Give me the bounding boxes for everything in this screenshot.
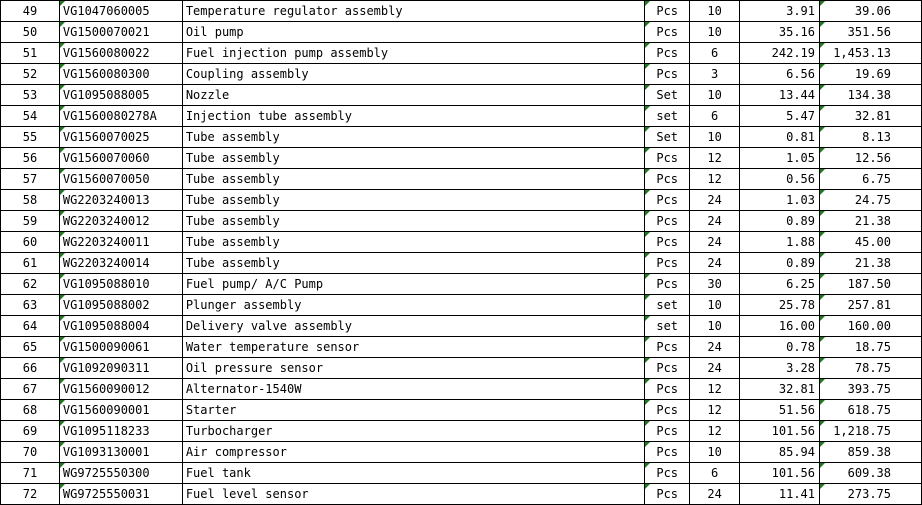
quantity-cell[interactable]: 24 xyxy=(690,484,740,505)
quantity-cell[interactable]: 24 xyxy=(690,190,740,211)
row-number-cell[interactable]: 70 xyxy=(1,442,60,463)
row-number-cell[interactable]: 52 xyxy=(1,64,60,85)
quantity-cell[interactable]: 12 xyxy=(690,400,740,421)
unit-cell[interactable]: set xyxy=(645,106,690,127)
quantity-cell[interactable]: 6 xyxy=(690,463,740,484)
description-cell[interactable]: Water temperature sensor xyxy=(182,337,644,358)
unit-cell[interactable]: Pcs xyxy=(645,400,690,421)
unit-cell[interactable]: set xyxy=(645,295,690,316)
unit-cell[interactable]: Pcs xyxy=(645,337,690,358)
row-number-cell[interactable]: 72 xyxy=(1,484,60,505)
description-cell[interactable]: Fuel tank xyxy=(182,463,644,484)
part-code-cell[interactable]: VG1560070060 xyxy=(59,148,182,169)
description-cell[interactable]: Fuel injection pump assembly xyxy=(182,43,644,64)
quantity-cell[interactable]: 12 xyxy=(690,169,740,190)
amount-cell[interactable]: 45.00 xyxy=(820,232,922,253)
row-number-cell[interactable]: 59 xyxy=(1,211,60,232)
unit-cell[interactable]: Pcs xyxy=(645,64,690,85)
unit-cell[interactable]: Pcs xyxy=(645,169,690,190)
quantity-cell[interactable]: 24 xyxy=(690,253,740,274)
quantity-cell[interactable]: 6 xyxy=(690,106,740,127)
row-number-cell[interactable]: 62 xyxy=(1,274,60,295)
unit-price-cell[interactable]: 6.56 xyxy=(740,64,820,85)
part-code-cell[interactable]: VG1500070021 xyxy=(59,22,182,43)
amount-cell[interactable]: 21.38 xyxy=(820,211,922,232)
row-number-cell[interactable]: 60 xyxy=(1,232,60,253)
table-row xyxy=(1,442,922,463)
table-row xyxy=(1,253,922,274)
row-number-cell[interactable]: 69 xyxy=(1,421,60,442)
quantity-cell[interactable]: 3 xyxy=(690,64,740,85)
unit-cell[interactable]: Pcs xyxy=(645,148,690,169)
table-row xyxy=(1,85,922,106)
unit-cell[interactable]: Pcs xyxy=(645,22,690,43)
unit-price-cell[interactable]: 1.05 xyxy=(740,148,820,169)
amount-cell[interactable]: 273.75 xyxy=(820,484,922,505)
description-cell[interactable]: Turbocharger xyxy=(182,421,644,442)
quantity-cell[interactable]: 12 xyxy=(690,379,740,400)
description-cell[interactable]: Tube assembly xyxy=(182,148,644,169)
quantity-cell[interactable]: 10 xyxy=(690,316,740,337)
unit-cell[interactable]: Pcs xyxy=(645,274,690,295)
quantity-cell[interactable]: 10 xyxy=(690,442,740,463)
unit-price-cell[interactable]: 242.19 xyxy=(740,43,820,64)
row-number-cell[interactable]: 58 xyxy=(1,190,60,211)
part-code-cell[interactable]: WG9725550300 xyxy=(59,463,182,484)
unit-price-cell[interactable]: 0.56 xyxy=(740,169,820,190)
unit-cell[interactable]: Pcs xyxy=(645,358,690,379)
amount-cell[interactable]: 351.56 xyxy=(820,22,922,43)
description-cell[interactable]: Delivery valve assembly xyxy=(182,316,644,337)
amount-cell[interactable]: 8.13 xyxy=(820,127,922,148)
row-number-cell[interactable]: 64 xyxy=(1,316,60,337)
amount-cell[interactable]: 859.38 xyxy=(820,442,922,463)
description-cell[interactable]: Starter xyxy=(182,400,644,421)
description-cell[interactable]: Tube assembly xyxy=(182,190,644,211)
table-row xyxy=(1,358,922,379)
row-number-cell[interactable]: 67 xyxy=(1,379,60,400)
table-row xyxy=(1,232,922,253)
amount-cell[interactable]: 19.69 xyxy=(820,64,922,85)
parts-table-body xyxy=(1,1,922,505)
table-row xyxy=(1,127,922,148)
row-number-cell[interactable]: 63 xyxy=(1,295,60,316)
part-code-cell[interactable]: WG2203240011 xyxy=(59,232,182,253)
unit-price-cell[interactable]: 1.88 xyxy=(740,232,820,253)
part-code-cell[interactable]: VG1560090012 xyxy=(59,379,182,400)
part-code-cell[interactable]: VG1092090311 xyxy=(59,358,182,379)
amount-cell[interactable]: 24.75 xyxy=(820,190,922,211)
row-number-cell[interactable]: 66 xyxy=(1,358,60,379)
row-number-cell[interactable]: 68 xyxy=(1,400,60,421)
part-code-cell[interactable]: VG1560080300 xyxy=(59,64,182,85)
description-cell[interactable]: Fuel level sensor xyxy=(182,484,644,505)
quantity-cell[interactable]: 12 xyxy=(690,148,740,169)
row-number-cell[interactable]: 49 xyxy=(1,1,60,22)
row-number-cell[interactable]: 61 xyxy=(1,253,60,274)
quantity-cell[interactable]: 12 xyxy=(690,421,740,442)
row-number-cell[interactable]: 57 xyxy=(1,169,60,190)
part-code-cell[interactable]: VG1095118233 xyxy=(59,421,182,442)
part-code-cell[interactable]: WG2203240014 xyxy=(59,253,182,274)
part-code-cell[interactable]: VG1095088005 xyxy=(59,85,182,106)
quantity-cell[interactable]: 24 xyxy=(690,358,740,379)
description-cell[interactable]: Oil pressure sensor xyxy=(182,358,644,379)
unit-cell[interactable]: Pcs xyxy=(645,1,690,22)
amount-cell[interactable]: 78.75 xyxy=(820,358,922,379)
row-number-cell[interactable]: 56 xyxy=(1,148,60,169)
description-cell[interactable]: Nozzle xyxy=(182,85,644,106)
part-code-cell[interactable]: VG1093130001 xyxy=(59,442,182,463)
description-cell[interactable]: Plunger assembly xyxy=(182,295,644,316)
table-row xyxy=(1,421,922,442)
amount-cell[interactable]: 187.50 xyxy=(820,274,922,295)
amount-cell[interactable]: 257.81 xyxy=(820,295,922,316)
unit-price-cell[interactable]: 85.94 xyxy=(740,442,820,463)
table-row xyxy=(1,169,922,190)
unit-cell[interactable]: Pcs xyxy=(645,442,690,463)
amount-cell[interactable]: 12.56 xyxy=(820,148,922,169)
amount-cell[interactable]: 39.06 xyxy=(820,1,922,22)
unit-price-cell[interactable]: 0.89 xyxy=(740,253,820,274)
quantity-cell[interactable]: 24 xyxy=(690,211,740,232)
part-code-cell[interactable]: VG1047060005 xyxy=(59,1,182,22)
unit-cell[interactable]: Pcs xyxy=(645,43,690,64)
table-row xyxy=(1,379,922,400)
unit-cell[interactable]: Pcs xyxy=(645,253,690,274)
row-number-cell[interactable]: 55 xyxy=(1,127,60,148)
table-row xyxy=(1,106,922,127)
table-row xyxy=(1,22,922,43)
table-row xyxy=(1,400,922,421)
part-code-cell[interactable]: VG1560080278A xyxy=(59,106,182,127)
quantity-cell[interactable]: 10 xyxy=(690,127,740,148)
part-code-cell[interactable]: VG1560070050 xyxy=(59,169,182,190)
part-code-cell[interactable]: WG9725550031 xyxy=(59,484,182,505)
part-code-cell[interactable]: VG1095088010 xyxy=(59,274,182,295)
part-code-cell[interactable]: VG1095088002 xyxy=(59,295,182,316)
description-cell[interactable]: Tube assembly xyxy=(182,253,644,274)
unit-price-cell[interactable]: 32.81 xyxy=(740,379,820,400)
part-code-cell[interactable]: VG1560080022 xyxy=(59,43,182,64)
table-row xyxy=(1,64,922,85)
table-row xyxy=(1,295,922,316)
amount-cell[interactable]: 18.75 xyxy=(820,337,922,358)
quantity-cell[interactable]: 10 xyxy=(690,295,740,316)
quantity-cell[interactable]: 24 xyxy=(690,337,740,358)
amount-cell[interactable]: 160.00 xyxy=(820,316,922,337)
unit-price-cell[interactable]: 51.56 xyxy=(740,400,820,421)
description-cell[interactable]: Injection tube assembly xyxy=(182,106,644,127)
row-number-cell[interactable]: 51 xyxy=(1,43,60,64)
description-cell[interactable]: Air compressor xyxy=(182,442,644,463)
unit-price-cell[interactable]: 11.41 xyxy=(740,484,820,505)
part-code-cell[interactable]: WG2203240012 xyxy=(59,211,182,232)
description-cell[interactable]: Coupling assembly xyxy=(182,64,644,85)
amount-cell[interactable]: 1,218.75 xyxy=(820,421,922,442)
unit-price-cell[interactable]: 0.89 xyxy=(740,211,820,232)
part-code-cell[interactable]: VG1095088004 xyxy=(59,316,182,337)
row-number-cell[interactable]: 71 xyxy=(1,463,60,484)
unit-price-cell[interactable]: 3.28 xyxy=(740,358,820,379)
table-row xyxy=(1,463,922,484)
unit-price-cell[interactable]: 35.16 xyxy=(740,22,820,43)
description-cell[interactable]: Alternator-1540W xyxy=(182,379,644,400)
unit-price-cell[interactable]: 101.56 xyxy=(740,421,820,442)
description-cell[interactable]: Temperature regulator assembly xyxy=(182,1,644,22)
unit-cell[interactable]: Pcs xyxy=(645,211,690,232)
amount-cell[interactable]: 21.38 xyxy=(820,253,922,274)
row-number-cell[interactable]: 54 xyxy=(1,106,60,127)
unit-price-cell[interactable]: 1.03 xyxy=(740,190,820,211)
unit-price-cell[interactable]: 3.91 xyxy=(740,1,820,22)
unit-cell[interactable]: Pcs xyxy=(645,190,690,211)
amount-cell[interactable]: 32.81 xyxy=(820,106,922,127)
unit-cell[interactable]: Pcs xyxy=(645,421,690,442)
part-code-cell[interactable]: VG1500090061 xyxy=(59,337,182,358)
table-row xyxy=(1,337,922,358)
unit-price-cell[interactable]: 25.78 xyxy=(740,295,820,316)
description-cell[interactable]: Fuel pump/ A/C Pump xyxy=(182,274,644,295)
table-row xyxy=(1,211,922,232)
unit-price-cell[interactable]: 101.56 xyxy=(740,463,820,484)
table-row xyxy=(1,148,922,169)
part-code-cell[interactable]: VG1560070025 xyxy=(59,127,182,148)
table-row xyxy=(1,43,922,64)
amount-cell[interactable]: 393.75 xyxy=(820,379,922,400)
description-cell[interactable]: Oil pump xyxy=(182,22,644,43)
row-number-cell[interactable]: 53 xyxy=(1,85,60,106)
unit-price-cell[interactable]: 16.00 xyxy=(740,316,820,337)
table-row xyxy=(1,316,922,337)
part-code-cell[interactable]: VG1560090001 xyxy=(59,400,182,421)
amount-cell[interactable]: 609.38 xyxy=(820,463,922,484)
unit-cell[interactable]: set xyxy=(645,316,690,337)
amount-cell[interactable]: 1,453.13 xyxy=(820,43,922,64)
quantity-cell[interactable]: 6 xyxy=(690,43,740,64)
quantity-cell[interactable]: 10 xyxy=(690,1,740,22)
quantity-cell[interactable]: 10 xyxy=(690,22,740,43)
unit-cell[interactable]: Set xyxy=(645,127,690,148)
unit-cell[interactable]: Pcs xyxy=(645,463,690,484)
unit-price-cell[interactable]: 0.81 xyxy=(740,127,820,148)
unit-cell[interactable]: Pcs xyxy=(645,484,690,505)
description-cell[interactable]: Tube assembly xyxy=(182,169,644,190)
quantity-cell[interactable]: 24 xyxy=(690,232,740,253)
amount-cell[interactable]: 134.38 xyxy=(820,85,922,106)
description-cell[interactable]: Tube assembly xyxy=(182,232,644,253)
quantity-cell[interactable]: 10 xyxy=(690,85,740,106)
part-code-cell[interactable]: WG2203240013 xyxy=(59,190,182,211)
amount-cell[interactable]: 6.75 xyxy=(820,169,922,190)
table-row xyxy=(1,484,922,505)
table-row xyxy=(1,190,922,211)
quantity-cell[interactable]: 30 xyxy=(690,274,740,295)
table-row xyxy=(1,274,922,295)
unit-price-cell[interactable]: 13.44 xyxy=(740,85,820,106)
row-number-cell[interactable]: 50 xyxy=(1,22,60,43)
unit-cell[interactable]: Set xyxy=(645,85,690,106)
amount-cell[interactable]: 618.75 xyxy=(820,400,922,421)
unit-cell[interactable]: Pcs xyxy=(645,379,690,400)
unit-cell[interactable]: Pcs xyxy=(645,232,690,253)
row-number-cell[interactable]: 65 xyxy=(1,337,60,358)
unit-price-cell[interactable]: 6.25 xyxy=(740,274,820,295)
table-row xyxy=(1,1,922,22)
description-cell[interactable]: Tube assembly xyxy=(182,211,644,232)
unit-price-cell[interactable]: 0.78 xyxy=(740,337,820,358)
description-cell[interactable]: Tube assembly xyxy=(182,127,644,148)
unit-price-cell[interactable]: 5.47 xyxy=(740,106,820,127)
